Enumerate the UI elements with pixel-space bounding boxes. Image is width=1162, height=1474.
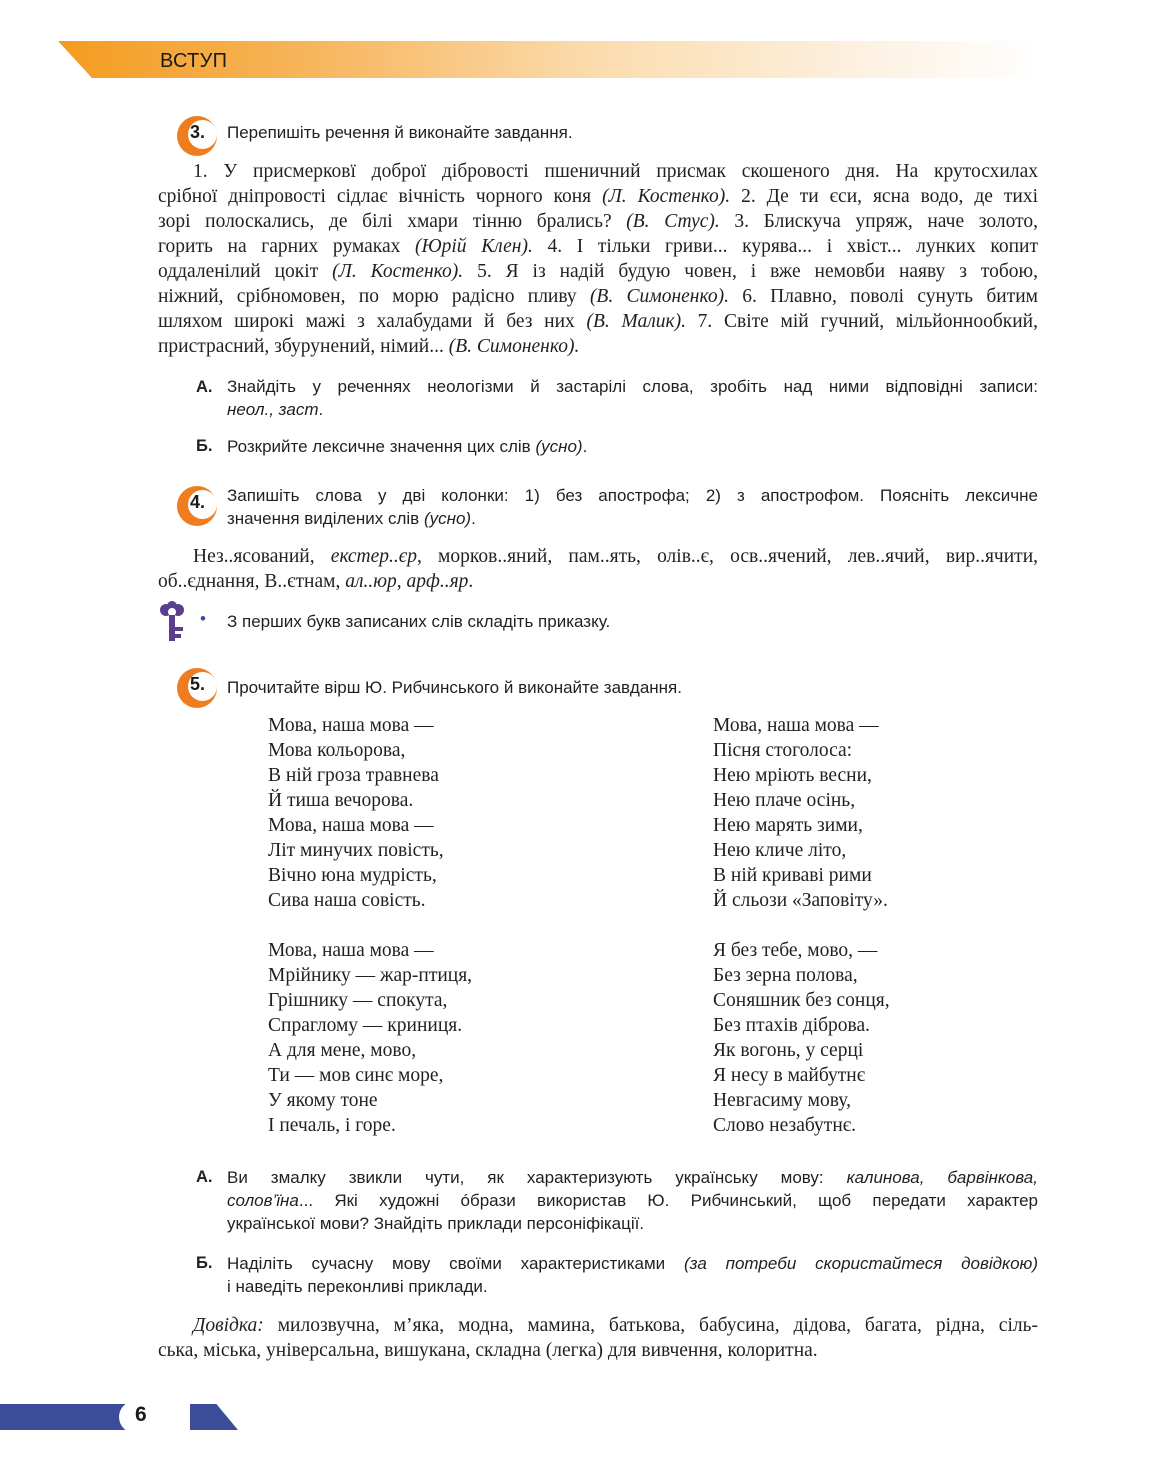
author-citation: (В. Симоненко). [448, 336, 580, 357]
poem-line: Без птахів діброва. [713, 1015, 871, 1036]
poem-line: Як вогонь, у серці [713, 1040, 864, 1061]
footer-bar [0, 1404, 126, 1430]
task-3-b-italic: (усно) [535, 437, 583, 456]
task-3-b-text [227, 435, 587, 458]
poem-line: Пісня стоголоса: [713, 740, 853, 761]
poem-line: Мова кольорова, [268, 740, 406, 761]
poem-line: Невгасиму мову, [713, 1090, 851, 1111]
page-number-pill [119, 1401, 195, 1433]
author-citation: ал..юр [345, 571, 397, 592]
poem-line: Слово незабутнє. [713, 1115, 857, 1136]
task-5-b-text [227, 1252, 1038, 1298]
poem-line: Мрійнику — жар-птиця, [268, 965, 473, 986]
sentence-text: 3. Блискуча упряж, наче золото, [719, 211, 1038, 232]
author-citation: (Юрій Клен). [415, 236, 533, 257]
sentence-text: 6. Плавно, поволі сунуть битим [728, 286, 1038, 307]
author-citation: (В. Малик). [586, 311, 686, 332]
author-citation: (В. Симоненко). [589, 286, 729, 307]
task-5-badge [177, 668, 217, 708]
task-5-a-start: Ви змалку звикли чути, як характеризують українську мову: [227, 1168, 847, 1187]
poem-left-stanza-1 [268, 713, 444, 913]
author-citation: (В. Стус). [626, 211, 720, 232]
reference-label: Довідка: [193, 1315, 264, 1336]
task-3-instruction: Перепишіть речення й виконайте завдання. [227, 123, 573, 142]
task-4-instruction-italic: (усно) [423, 509, 472, 528]
sentence-text: 7. Світе мій гучний, мільйоннообкий, [685, 311, 1038, 332]
poem-right-stanza-2 [713, 938, 890, 1138]
footer-arrow [190, 1404, 238, 1430]
sentence-text: 5. Я із надій будую човен, і вже немовби наяву з тобою, [463, 261, 1038, 282]
poem-line: Ти — мов синє море, [268, 1065, 444, 1086]
task-3-b-letter: Б. [196, 437, 213, 455]
sentence-text: . [468, 571, 474, 592]
poem-line: Нею кличе літо, [713, 840, 847, 861]
task-3-a-text [227, 375, 1038, 421]
reference-words-1: милозвучна, м’яка, модна, мамина, батькова, бабусина, дідова, багата, рідна, сіль- [263, 1315, 1038, 1336]
task-4-instruction [227, 484, 1038, 530]
paragraph-line [158, 184, 1038, 209]
paragraph-line [158, 234, 1038, 259]
sentence-text: Нез..ясований, [193, 546, 331, 567]
poem-line: Грішнику — спокута, [268, 990, 448, 1011]
bullet: • [200, 609, 206, 628]
sentence-text: об..єднання, В..єтнам, [158, 571, 346, 592]
task-5-a-letter: А. [196, 1168, 213, 1186]
task-3-a-italic: неол., заст [227, 400, 319, 419]
sentence-text: 1. У присмерковї доброї дібровості пшеничний присмак скошеного дня. На крутосхилах [193, 161, 1038, 182]
key-icon [158, 601, 186, 643]
poem-line: Літ минучих повість, [268, 840, 444, 861]
task-4-instruction-line2 [227, 507, 1038, 530]
poem-line: Нею мріють весни, [713, 765, 872, 786]
paragraph-line [158, 159, 1038, 184]
task-4-instruction-end: . [471, 509, 476, 528]
poem-line: Я без тебе, мово, — [713, 940, 878, 961]
poem-line: Мова, наша мова — [713, 715, 879, 736]
poem-line: Соняшник без сонця, [713, 990, 890, 1011]
task-3-a-line1: Знайдіть у реченнях неологізми й застарілі слова, зробіть над ними відповідні записи: [227, 377, 1038, 396]
paragraph-line [158, 544, 1038, 569]
poem-line: Вічно юна мудрість, [268, 865, 437, 886]
poem-line: Мова, наша мова — [268, 715, 434, 736]
task-4-instruction-main: значення виділених слів [227, 509, 420, 528]
page-number: 6 [135, 1403, 147, 1426]
poem-left-stanza-2 [268, 938, 472, 1138]
poem-line: Мова, наша мова — [268, 940, 434, 961]
task-5-instruction: Прочитайте вірш Ю. Рибчинського й виконайте завдання. [227, 678, 682, 697]
key-task-text: З перших букв записаних слів складіть приказку. [227, 612, 611, 631]
task-4-instruction-line1: Запишіть слова у дві колонки: 1) без апострофа; 2) з апострофом. Поясніть лексичне [227, 486, 1038, 505]
paragraph-line [158, 284, 1038, 309]
author-citation: (Л. Костенко). [602, 186, 731, 207]
task-5-b-italic: (за потреби скористайтеся довідкою) [683, 1254, 1038, 1273]
poem-line: В ній криваві рими [713, 865, 872, 886]
poem-line: Нею марять зими, [713, 815, 863, 836]
poem-line: Й сльози «Заповіту». [713, 890, 888, 911]
poem-line: Спраглому — криниця. [268, 1015, 463, 1036]
reference-block [158, 1313, 1038, 1363]
task-5-b-line2: і наведіть переконливі приклади. [227, 1277, 488, 1296]
task-5-a-rest: ... Які художні óбрази використав Ю. Рибчинський, щоб передати характер [298, 1191, 1038, 1210]
task-5-b-line1 [227, 1252, 1038, 1275]
paragraph-line [158, 259, 1038, 284]
poem-line: Й тиша вечорова. [268, 790, 414, 811]
paragraph-line [158, 209, 1038, 234]
task-3-b-main: Розкрийте лексичне значення цих слів [227, 437, 531, 456]
poem-line: В ній гроза травнева [268, 765, 439, 786]
task-5-b-start: Наділіть сучасну мову своїми характеристиками [227, 1254, 684, 1273]
sentence-text: 4. І тільки гриви... курява... і хвіст... лунких копит [532, 236, 1038, 257]
poem-line: Мова, наша мова — [268, 815, 434, 836]
task-3-a-letter: А. [196, 378, 213, 396]
poem-line: У якому тоне [268, 1090, 378, 1111]
paragraph-line [158, 309, 1038, 334]
task-3-b-end: . [582, 437, 588, 456]
poem-line: І печаль, і горе. [268, 1115, 396, 1136]
poem-line: А для мене, мово, [268, 1040, 417, 1061]
poem-right-stanza-1 [713, 713, 888, 913]
sentence-text: срібної дніпровості сідлає вічність чорного коня [158, 186, 603, 207]
task-5-b-letter: Б. [196, 1254, 213, 1272]
author-citation: арф..яр [406, 571, 469, 592]
author-citation: (Л. Костенко). [332, 261, 464, 282]
author-citation: екстер..єр [330, 546, 417, 567]
task-number: 3. [190, 122, 206, 142]
task-5-a-italic1: калинова, барвінкова, [846, 1168, 1038, 1187]
reference-line1 [158, 1313, 1038, 1338]
sentence-text: , морков..яний, пам..ять, олів..є, осв..ячений, лев..ячий, вир..ячити, [416, 546, 1039, 567]
paragraph-line [158, 569, 1038, 594]
sentence-text: шляхом широкі мажі з халабудами й без них [158, 311, 587, 332]
task-5-a-line3: української мови? Знайдіть приклади персоніфікації. [227, 1214, 645, 1233]
sentence-text: пристрасний, збурунений, німий... [158, 336, 449, 357]
task-5-a-line1 [227, 1166, 1038, 1189]
task-5-a-text [227, 1166, 1038, 1235]
task-3-badge [177, 116, 217, 156]
task-4-words [158, 544, 1038, 594]
task-5-a-line2 [227, 1189, 1038, 1212]
sentence-text: , [396, 571, 407, 592]
poem-line: Я несу в майбутнє [713, 1065, 866, 1086]
task-3-a-end: . [318, 400, 324, 419]
task-4-badge [177, 486, 217, 526]
task-number: 4. [190, 492, 206, 512]
sentence-text: оддаленілий цокіт [158, 261, 333, 282]
section-title: ВСТУП [160, 50, 228, 72]
task-3-a-line2 [227, 398, 1038, 421]
sentence-text: зорі полоскались, де білі хмари тінню брались? [158, 211, 627, 232]
task-3-sentences [158, 159, 1038, 359]
task-number: 5. [190, 674, 206, 694]
task-5-a-italic2: солов’їна [227, 1191, 299, 1210]
sentence-text: ніжний, срібномовен, по морю радісно пливу [158, 286, 590, 307]
paragraph-line [158, 334, 1038, 359]
sentence-text: горить на гарних румаках [158, 236, 416, 257]
poem-line: Нею плаче осінь, [713, 790, 856, 811]
sentence-text: 2. Де ти єси, ясна водо, де тихі [730, 186, 1038, 207]
poem-line: Без зерна полова, [713, 965, 858, 986]
poem-line: Сива наша совість. [268, 890, 426, 911]
reference-line2: ська, міська, універсальна, вишукана, складна (легка) для вивчення, колоритна. [158, 1340, 818, 1361]
